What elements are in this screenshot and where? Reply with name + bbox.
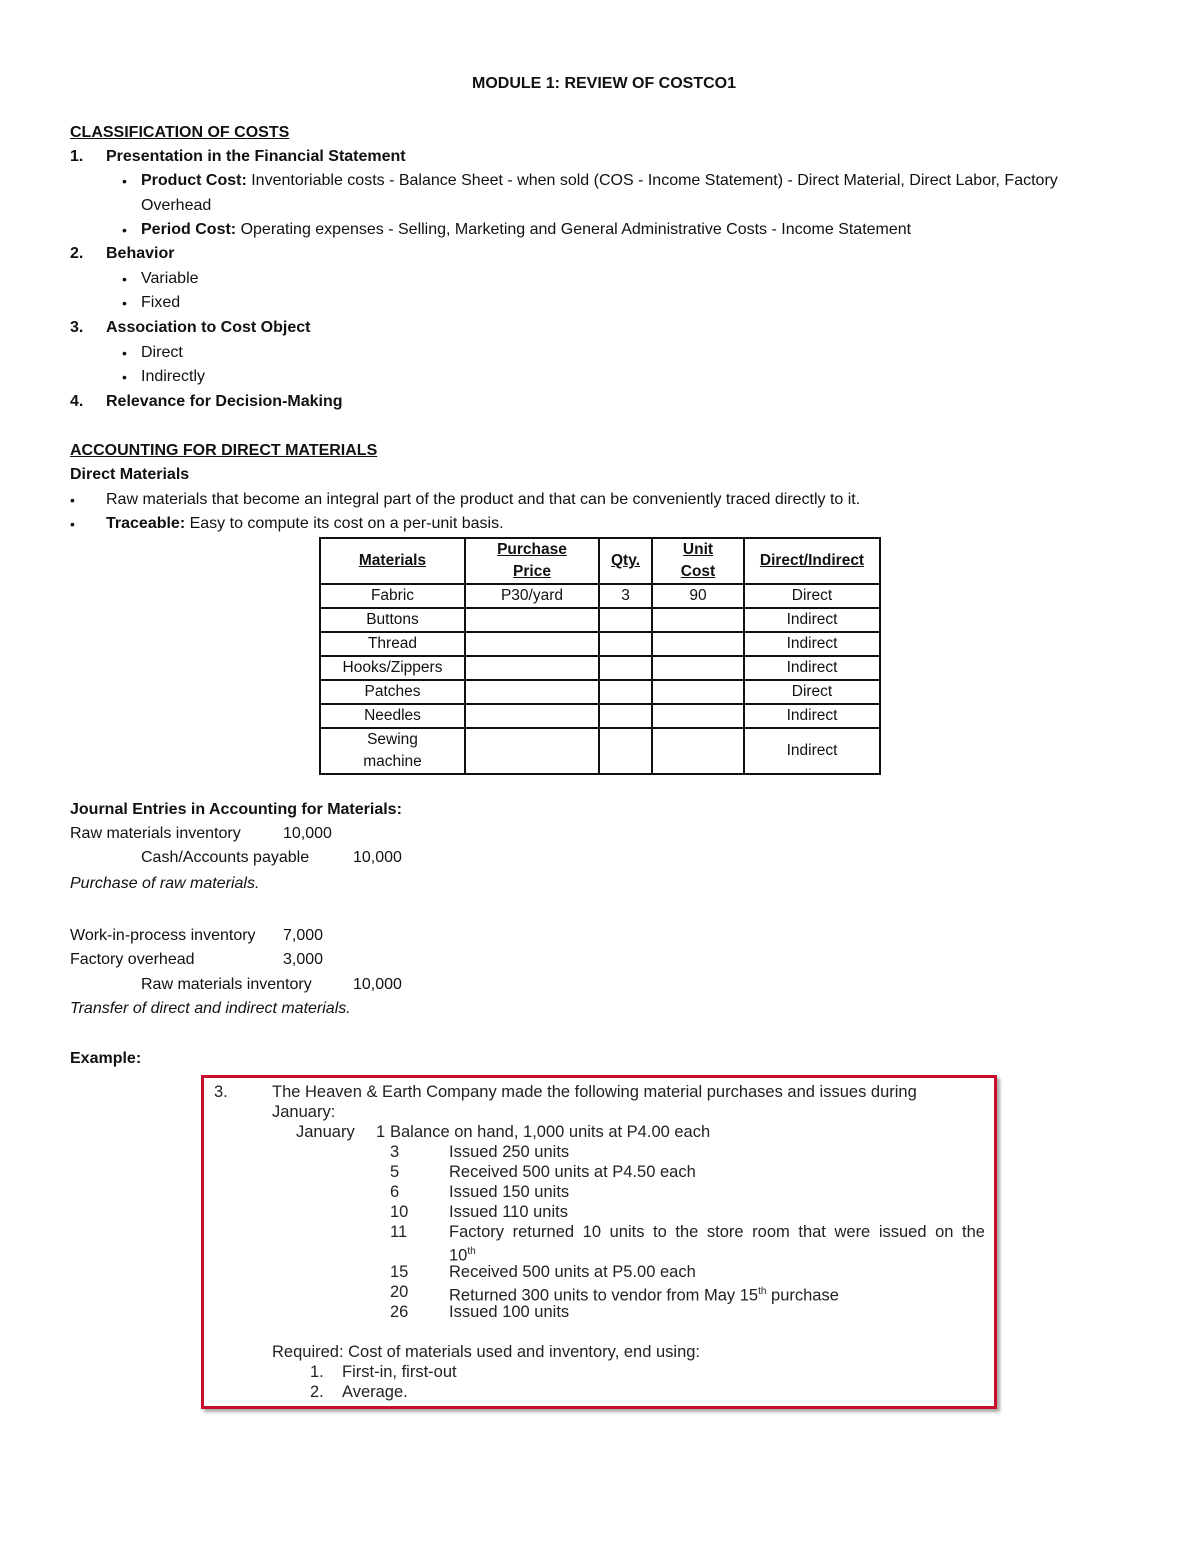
bullet-icon: • [122,173,127,189]
method-number: 2. [310,1383,324,1401]
journal-debit-amount: 3,000 [283,951,324,968]
table-row [320,704,880,728]
problem-intro-continuation: January: [272,1103,336,1121]
transaction-text: Received 500 units at P4.50 each [449,1163,696,1181]
transaction-text: Factory returned 10 units to the store room that were issued on the [449,1223,985,1241]
day-label: 11 [390,1223,408,1241]
direct-materials-definition: Raw materials that become an integral part of the product and that can be conveniently traced directly to it. [106,491,861,508]
table-row [320,584,880,608]
cell-qty [599,632,652,656]
table-row [320,632,880,656]
table-row [320,608,880,632]
bullet-icon: • [122,222,127,238]
cell-type: Indirect [744,704,880,728]
item-number: 3. [70,319,84,336]
example-label: Example: [70,1050,142,1067]
cell-qty [599,656,652,680]
cell-material: Patches [320,680,465,704]
cell-unit-cost [652,608,744,632]
cell-type: Direct [744,680,880,704]
example-problem-box [201,1075,997,1409]
cell-unit-cost [652,680,744,704]
cell-unit-cost [652,704,744,728]
day-label: 6 [390,1183,400,1201]
cell-price [465,656,599,680]
classification-heading: CLASSIFICATION OF COSTS [70,124,290,141]
bullet-icon: • [122,271,127,287]
item-label: Behavior [106,245,175,262]
header-purchase-price: Purchase Price [465,538,599,584]
direct-materials-heading: ACCOUNTING FOR DIRECT MATERIALS [70,442,378,459]
cell-material: Sewing machine [320,728,465,774]
journal-note: Transfer of direct and indirect materials. [70,1000,351,1017]
month-label: January [296,1123,355,1141]
period-cost-line [141,219,911,241]
sub-item: Indirectly [141,368,206,385]
cell-type: Direct [744,584,880,608]
cell-qty: 3 [599,584,652,608]
required-text: Required: Cost of materials used and inventory, end using: [272,1343,701,1361]
cell-qty [599,728,652,774]
transaction-text: Balance on hand, 1,000 units at P4.00 each [390,1123,711,1141]
cell-price: P30/yard [465,584,599,608]
journal-debit-account: Factory overhead [70,951,195,968]
header-materials: Materials [320,538,465,584]
bullet-icon: • [122,369,127,385]
item-number: 1. [70,148,84,165]
cell-material: Needles [320,704,465,728]
product-cost-continuation: Overhead [141,197,212,214]
method-text: First-in, first-out [342,1363,457,1381]
item-label: Relevance for Decision-Making [106,393,343,410]
transaction-text: Received 500 units at P5.00 each [449,1263,696,1281]
day-label: 20 [390,1283,409,1301]
product-cost-line [141,170,1058,192]
direct-materials-subheading: Direct Materials [70,466,190,483]
cell-type: Indirect [744,608,880,632]
journal-credit-amount: 10,000 [353,849,402,866]
header-direct-indirect: Direct/Indirect [744,538,880,584]
transaction-text-continuation: 10th [449,1246,476,1265]
day-label: 26 [390,1303,409,1321]
journal-debit-account: Raw materials inventory [70,825,241,842]
transaction-text: Issued 250 units [449,1143,570,1161]
page-title: MODULE 1: REVIEW OF COSTCO1 [472,75,737,92]
period-cost-text: Operating expenses - Selling, Marketing and General Administrative Costs - Income Statement [236,221,912,238]
table-row [320,728,880,774]
journal-debit-amount: 7,000 [283,927,324,944]
cell-unit-cost: 90 [652,584,744,608]
cell-material: Fabric [320,584,465,608]
cell-price [465,728,599,774]
cell-price [465,680,599,704]
cell-unit-cost [652,728,744,774]
transaction-text: Issued 100 units [449,1303,570,1321]
sub-item: Direct [141,344,183,361]
cell-type: Indirect [744,656,880,680]
cell-price [465,632,599,656]
problem-intro: The Heaven & Earth Company made the following material purchases and issues during [272,1083,917,1101]
transaction-text: Issued 150 units [449,1183,570,1201]
bullet-icon: • [122,345,127,361]
cell-qty [599,608,652,632]
cell-qty [599,680,652,704]
period-cost-label: Period Cost: [141,221,237,238]
item-number: 2. [70,245,84,262]
cell-type: Indirect [744,728,880,774]
header-qty: Qty. [599,538,652,584]
header-unit-cost: Unit Cost [652,538,744,584]
cell-unit-cost [652,632,744,656]
journal-note: Purchase of raw materials. [70,875,260,892]
cell-material: Hooks/Zippers [320,656,465,680]
cell-price [465,704,599,728]
day-label: 15 [390,1263,409,1281]
cell-price [465,608,599,632]
day-label: 1 [376,1123,386,1141]
journal-debit-account: Work-in-process inventory [70,927,256,944]
cell-unit-cost [652,656,744,680]
sub-item: Variable [141,270,199,287]
cell-material: Buttons [320,608,465,632]
problem-number: 3. [214,1083,228,1101]
table-row [320,656,880,680]
method-number: 1. [310,1363,324,1381]
cell-type: Indirect [744,632,880,656]
traceable-line [106,513,504,535]
product-cost-text: Inventoriable costs - Balance Sheet - when sold (COS - Income Statement) - Direct Material, Direct Labor, Factory [246,172,1058,189]
item-label: Presentation in the Financial Statement [106,148,406,165]
table-header-row [320,538,880,584]
journal-heading: Journal Entries in Accounting for Materials: [70,801,402,818]
cell-material: Thread [320,632,465,656]
method-text: Average. [342,1383,408,1401]
materials-table [319,537,881,775]
journal-credit-account: Raw materials inventory [141,976,312,993]
bullet-icon: • [70,516,75,532]
day-label: 5 [390,1163,400,1181]
journal-credit-amount: 10,000 [353,976,402,993]
journal-credit-account: Cash/Accounts payable [141,849,310,866]
transaction-text: Issued 110 units [449,1203,568,1221]
item-number: 4. [70,393,84,410]
traceable-text: Easy to compute its cost on a per-unit basis. [185,515,504,532]
cell-qty [599,704,652,728]
day-label: 10 [390,1203,409,1221]
traceable-label: Traceable: [106,515,186,532]
journal-debit-amount: 10,000 [283,825,332,842]
product-cost-label: Product Cost: [141,172,247,189]
bullet-icon: • [122,295,127,311]
bullet-icon: • [70,492,75,508]
day-label: 3 [390,1143,400,1161]
transaction-text: Returned 300 units to vendor from May 15th purchase [449,1286,839,1305]
sub-item: Fixed [141,294,181,311]
item-label: Association to Cost Object [106,319,311,336]
table-row [320,680,880,704]
